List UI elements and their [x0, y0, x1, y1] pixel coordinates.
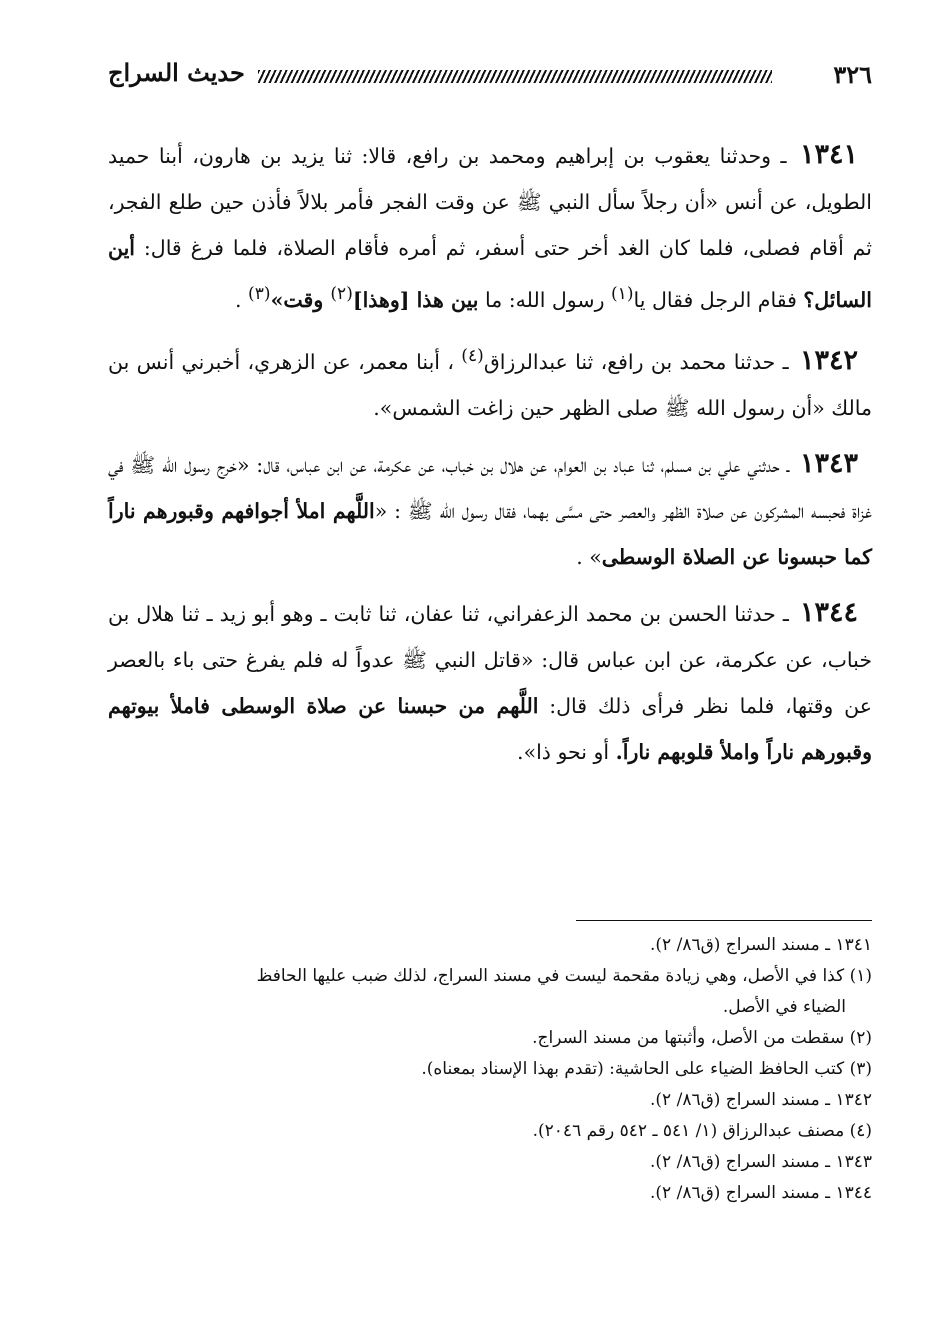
footnote-ref: (٣): [248, 284, 271, 304]
page-header: [108, 60, 872, 100]
hadith-number: ١٣٤١: [799, 139, 858, 170]
hadith-number: ١٣٤٣: [799, 447, 858, 479]
header-ornament: [258, 70, 772, 83]
text-segment: ـ حدثني علي بن مسلم، ثنا عباد بن العوام، عن هلال بن خباب، عن عكرمة، عن ابن عباس، قال: «خرج رسول الله ﷺ في غزاة فحبسه المشركون عن صلاة الظهر والعصر حتى مسَّى بهما، فقال رسول الله ﷺ : «: [108, 452, 873, 523]
page-number: ٣٢٦: [833, 60, 872, 89]
footnote: ١٣٤٣ ـ مسند السراج (ق٨٦/ ٢).: [649, 1152, 872, 1172]
text-segment: فقام الرجل فقال يا: [633, 287, 804, 312]
footnote-divider: [576, 920, 872, 921]
footnote: (٢) سقطت من الأصل، وأثبتها من مسند السراج.: [532, 1028, 872, 1048]
hadith-paragraph: [108, 590, 872, 775]
footnote-ref: (١): [610, 284, 634, 304]
text-segment: » .: [576, 544, 602, 569]
text-segment: رسول الله: ما: [478, 287, 611, 312]
text-segment: بين هذا [وهذا]: [352, 287, 479, 312]
footnote-ref: (٢): [330, 284, 353, 304]
footnote: ١٣٤٤ ـ مسند السراج (ق٨٦/ ٢).: [649, 1183, 872, 1203]
text-segment: اللَّهم من حبسنا عن صلاة الوسطى فاملأ بيوتهم وقبورهم ناراً واملأ قلوبهم ناراً.: [108, 693, 872, 764]
running-title: حديث السراج: [108, 58, 245, 87]
main-text: [108, 132, 872, 785]
text-segment: أو نحو ذا».: [517, 739, 616, 764]
text-segment: ـ وحدثنا يعقوب بن إبراهيم ومحمد بن رافع، قالا: ثنا يزيد بن هارون، أبنا حميد الطويل، عن أنس «أن رجلاً سأل النبي ﷺ عن وقت الفجر فأمر بلالاً فأذن حين طلع الفجر، ثم أقام فصلى، فلما كان الغد أخر حتى أسفر، ثم أمره فأقام الصلاة، فلما فرغ قال:: [108, 144, 872, 260]
hadith-paragraph: [108, 333, 872, 431]
footnote: ١٣٤١ ـ مسند السراج (ق٨٦/ ٢).: [649, 935, 872, 955]
hadith-number: ١٣٤٢: [800, 344, 859, 376]
text-segment: ـ حدثنا محمد بن رافع، ثنا عبدالرزاق: [483, 349, 796, 374]
footnote-ref: (٤): [461, 345, 484, 366]
hadith-paragraph: [108, 132, 872, 323]
text-segment: ، أبنا معمر، عن الزهري، أخبرني أنس بن مالك «أن رسول الله ﷺ صلى الظهر حين زاغت الشمس».: [108, 349, 872, 420]
footnote: (٤) مصنف عبدالرزاق (١/ ٥٤١ ـ ٥٤٢ رقم ٢٠٤٦).: [532, 1121, 872, 1141]
text-segment: ـ حدثنا الحسن بن محمد الزعفراني، ثنا عفان، ثنا ثابت ـ وهو أبو زيد ـ ثنا هلال بن خباب، عن عكرمة، عن ابن عباس قال: «قاتل النبي ﷺ عدواً له فلم يفرغ حتى باء بالعصر عن وقتها، فلما نظر فرأى ذلك قال:: [108, 601, 872, 718]
text-segment: أين السائل؟: [108, 236, 872, 312]
footnote: (١) كذا في الأصل، وهي زيادة مقحمة ليست في مسند السراج، لذلك ضبب عليها الحافظ: [256, 966, 872, 986]
text-segment: وقت»: [270, 287, 331, 312]
footnote: الضياء في الأصل.: [722, 997, 846, 1017]
text-segment: اللَّهم املأ أجوافهم وقبورهم ناراً كما حبسونا عن الصلاة الوسطى: [108, 498, 872, 569]
footnote: ١٣٤٢ ـ مسند السراج (ق٨٦/ ٢).: [649, 1090, 872, 1110]
footnote: (٣) كتب الحافظ الضياء على الحاشية: (تقدم بهذا الإسناد بمعناه).: [421, 1059, 872, 1079]
footnotes: [108, 930, 872, 1209]
text-segment: .: [235, 287, 249, 312]
hadith-number: ١٣٤٤: [799, 596, 858, 628]
hadith-paragraph: [108, 441, 872, 580]
